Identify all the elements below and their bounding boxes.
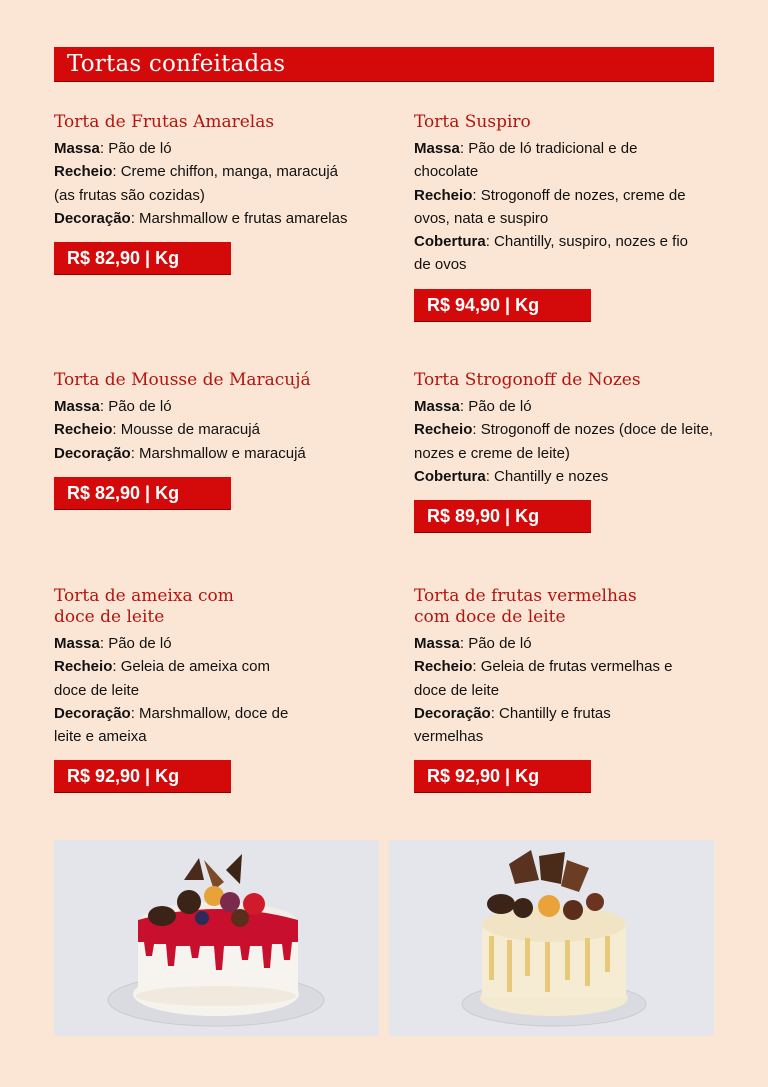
golden-chocolate-cake-photo <box>389 840 714 1036</box>
menu-item <box>54 112 354 275</box>
item-detail-recheio: Recheio: Creme chiffon, manga, maracujá (as frutas são cozidas) <box>54 163 339 204</box>
item-title: Torta de Mousse de Maracujá <box>54 370 311 390</box>
item-detail-massa: Massa: Pão de ló <box>414 398 532 415</box>
item-title: Torta Strogonoff de Nozes <box>414 370 641 390</box>
item-detail-recheio: Recheio: Mousse de maracujá <box>54 421 260 439</box>
price-tag: R$ 92,90 | Kg <box>54 760 231 793</box>
red-drip-cake-photo <box>54 840 379 1036</box>
item-title: Torta de ameixa com doce de leite <box>54 586 234 627</box>
menu-item <box>414 586 704 793</box>
price-tag: R$ 92,90 | Kg <box>414 760 591 793</box>
menu-item <box>414 112 699 322</box>
section-title: Tortas confeitadas <box>67 51 286 77</box>
item-detail-massa: Massa: Pão de ló tradicional e de chocolate <box>414 140 638 181</box>
item-detail-decoracao: Decoração: Marshmallow e frutas amarelas <box>54 209 348 227</box>
item-detail-decoracao: Decoração: Marshmallow e maracujá <box>54 444 306 462</box>
price-tag: R$ 82,90 | Kg <box>54 242 231 275</box>
item-title: Torta Suspiro <box>414 112 531 132</box>
item-detail-cobertura: Cobertura: Chantilly, suspiro, nozes e fio de ovos <box>414 233 689 274</box>
item-title: Torta de frutas vermelhas com doce de leite <box>414 586 637 627</box>
section-header <box>54 47 714 82</box>
price-tag: R$ 94,90 | Kg <box>414 289 591 322</box>
item-detail-massa: Massa: Pão de ló <box>54 140 172 157</box>
menu-item <box>54 370 314 510</box>
price-tag: R$ 89,90 | Kg <box>414 500 591 533</box>
price-tag: R$ 82,90 | Kg <box>54 477 231 510</box>
item-detail-massa: Massa: Pão de ló <box>414 635 532 652</box>
item-detail-cobertura: Cobertura: Chantilly e nozes <box>414 467 609 485</box>
item-detail-massa: Massa: Pão de ló <box>54 635 172 652</box>
item-detail-decoracao: Decoração: Chantilly e frutas vermelhas <box>414 704 611 746</box>
item-detail-recheio: Recheio: Strogonoff de nozes (doce de leite, nozes e creme de leite) <box>414 421 714 462</box>
item-detail-decoracao: Decoração: Marshmallow, doce de leite e ameixa <box>54 704 289 746</box>
menu-item <box>54 586 304 793</box>
item-title: Torta de Frutas Amarelas <box>54 112 275 132</box>
item-detail-recheio: Recheio: Geleia de ameixa com doce de leite <box>54 658 270 699</box>
item-detail-recheio: Recheio: Geleia de frutas vermelhas e doce de leite <box>414 658 673 699</box>
item-detail-recheio: Recheio: Strogonoff de nozes, creme de ovos, nata e suspiro <box>414 186 686 227</box>
item-detail-massa: Massa: Pão de ló <box>54 398 172 415</box>
menu-item <box>414 370 719 533</box>
